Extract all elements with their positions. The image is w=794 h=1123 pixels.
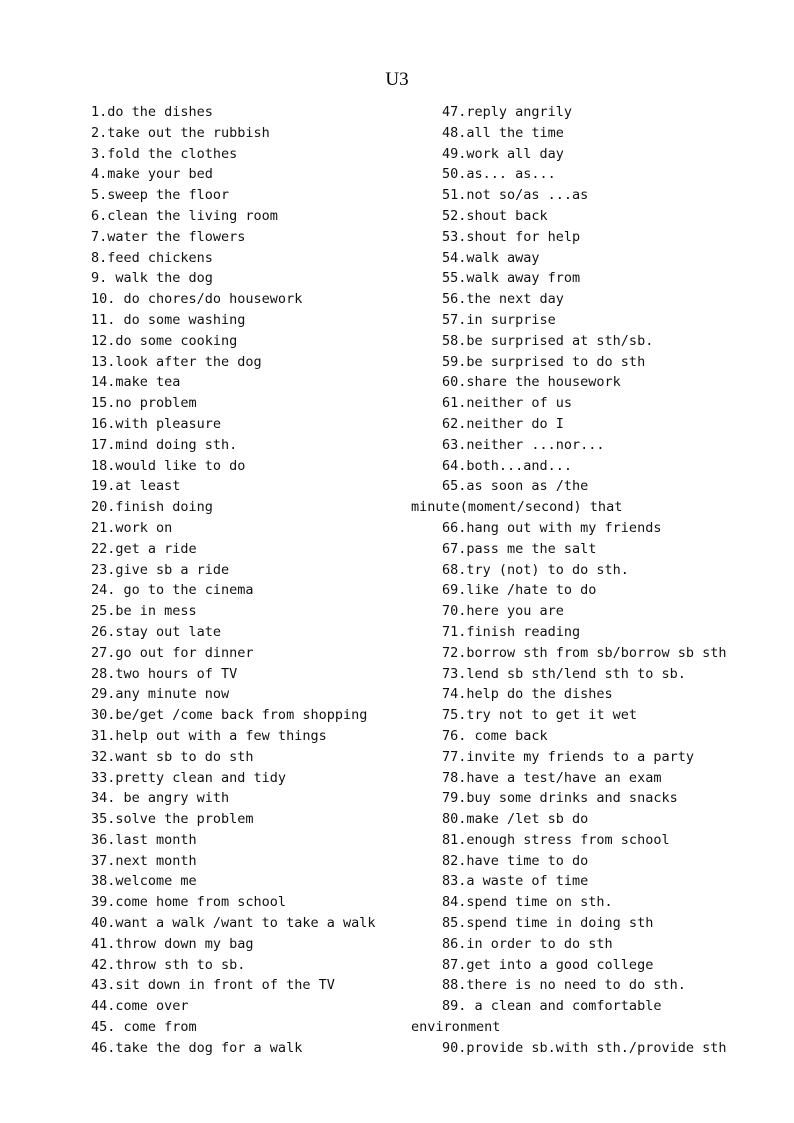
phrase-item: 81.enough stress from school (442, 831, 670, 848)
phrase-item: 13.look after the dog (91, 353, 262, 370)
phrase-item: 41.throw down my bag (91, 935, 254, 952)
phrase-item: 79.buy some drinks and snacks (442, 790, 678, 807)
phrase-item: 74.help do the dishes (442, 686, 613, 703)
phrase-item: 2.take out the rubbish (91, 124, 270, 141)
phrase-item: 7.water the flowers (91, 228, 246, 245)
phrase-item: 89. a clean and comfortable (442, 998, 662, 1015)
phrase-item: 10. do chores/do housework (91, 291, 303, 308)
phrase-item: 4.make your bed (91, 166, 213, 183)
phrase-item: 31.help out with a few things (91, 727, 327, 744)
phrase-item: 85.spend time in doing sth (442, 915, 654, 932)
phrase-item: 25.be in mess (91, 603, 197, 620)
phrase-item: 37.next month (91, 852, 197, 869)
phrase-item: 29.any minute now (91, 686, 230, 703)
phrase-item: 64.both...and... (442, 457, 573, 474)
phrase-item: 1.do the dishes (91, 104, 213, 120)
phrase-item: 28.two hours of TV (91, 665, 238, 682)
phrase-item: 90.provide sb.with sth./provide sth (442, 1039, 727, 1056)
phrase-item: 24. go to the cinema (91, 582, 254, 599)
phrase-list-left (91, 102, 411, 1059)
phrase-item: 80.make /let sb do (442, 811, 589, 828)
phrase-item: 11. do some washing (91, 311, 246, 328)
phrase-item: 36.last month (91, 831, 197, 848)
phrase-item: 57.in surprise (442, 311, 556, 328)
phrase-item: 54.walk away (442, 249, 540, 266)
phrase-item: 88.there is no need to do sth. (442, 977, 686, 994)
phrase-item: 47.reply angrily (442, 104, 573, 120)
phrase-item: 62.neither do I (442, 415, 564, 432)
phrase-item: 65.as soon as /the (442, 478, 589, 495)
phrase-item: 33.pretty clean and tidy (91, 769, 287, 786)
phrase-item: 6.clean the living room (91, 207, 278, 224)
phrase-item: 3.fold the clothes (91, 145, 238, 162)
phrase-item: 61.neither of us (442, 395, 573, 412)
phrase-item: 21.work on (91, 519, 173, 536)
phrase-item: 23.give sb a ride (91, 561, 230, 578)
phrase-item: 70.here you are (442, 603, 564, 620)
phrase-item: 86.in order to do sth (442, 935, 613, 952)
phrase-item: 63.neither ...nor... (442, 436, 605, 453)
phrase-item: 66.hang out with my friends (442, 519, 662, 536)
phrase-item: 12.do some cooking (91, 332, 238, 349)
phrase-item: environment (411, 1019, 501, 1036)
phrase-item: 40.want a walk /want to take a walk (91, 915, 376, 932)
phrase-item: 73.lend sb sth/lend sth to sb. (442, 665, 686, 682)
phrase-item: 19.at least (91, 478, 181, 495)
phrase-item: 39.come home from school (91, 894, 287, 911)
phrase-item: 69.like /hate to do (442, 582, 597, 599)
phrase-item: 68.try (not) to do sth. (442, 561, 629, 578)
phrase-item: 51.not so/as ...as (442, 187, 589, 204)
phrase-item: 17.mind doing sth. (91, 436, 238, 453)
phrase-item: 35.solve the problem (91, 811, 254, 828)
phrase-item: 72.borrow sth from sb/borrow sb sth (442, 644, 727, 661)
phrase-item: 56.the next day (442, 291, 564, 308)
phrase-item: 55.walk away from (442, 270, 581, 287)
phrase-item: 53.shout for help (442, 228, 581, 245)
phrase-item: 32.want sb to do sth (91, 748, 254, 765)
phrase-item: 22.get a ride (91, 540, 197, 557)
phrase-item: 8.feed chickens (91, 249, 213, 266)
phrase-item: 83.a waste of time (442, 873, 589, 890)
phrase-item: 45. come from (91, 1019, 197, 1036)
phrase-item: 84.spend time on sth. (442, 894, 613, 911)
phrase-item: 50.as... as... (442, 166, 556, 183)
phrase-item: 38.welcome me (91, 873, 197, 890)
phrase-item: 15.no problem (91, 395, 197, 412)
phrase-item: 67.pass me the salt (442, 540, 597, 557)
phrase-item: 16.with pleasure (91, 415, 222, 432)
phrase-item: 18.would like to do (91, 457, 246, 474)
phrase-item: 5.sweep the floor (91, 187, 230, 204)
phrase-item: 46.take the dog for a walk (91, 1039, 303, 1056)
phrase-item: 60.share the housework (442, 374, 621, 391)
phrase-item: minute(moment/second) that (411, 499, 623, 516)
phrase-item: 44.come over (91, 998, 189, 1015)
phrase-item: 48.all the time (442, 124, 564, 141)
phrase-item: 27.go out for dinner (91, 644, 254, 661)
phrase-item: 78.have a test/have an exam (442, 769, 662, 786)
phrase-item: 87.get into a good college (442, 956, 654, 973)
phrase-item: 58.be surprised at sth/sb. (442, 332, 654, 349)
phrase-item: 9. walk the dog (91, 270, 213, 287)
phrase-item: 14.make tea (91, 374, 181, 391)
page-title: U3 (385, 69, 409, 90)
phrase-item: 76. come back (442, 727, 548, 744)
phrase-item: 20.finish doing (91, 499, 213, 516)
phrase-item: 59.be surprised to do sth (442, 353, 646, 370)
phrase-item: 77.invite my friends to a party (442, 748, 694, 765)
phrase-item: 52.shout back (442, 207, 548, 224)
phrase-item: 26.stay out late (91, 623, 222, 640)
phrase-item: 42.throw sth to sb. (91, 956, 246, 973)
phrase-list-right (411, 102, 782, 1059)
phrase-item: 49.work all day (442, 145, 564, 162)
phrase-item: 82.have time to do (442, 852, 589, 869)
phrase-item: 30.be/get /come back from shopping (91, 707, 368, 724)
phrase-item: 71.finish reading (442, 623, 581, 640)
phrase-item: 43.sit down in front of the TV (91, 977, 335, 994)
phrase-item: 75.try not to get it wet (442, 707, 638, 724)
phrase-item: 34. be angry with (91, 790, 230, 807)
